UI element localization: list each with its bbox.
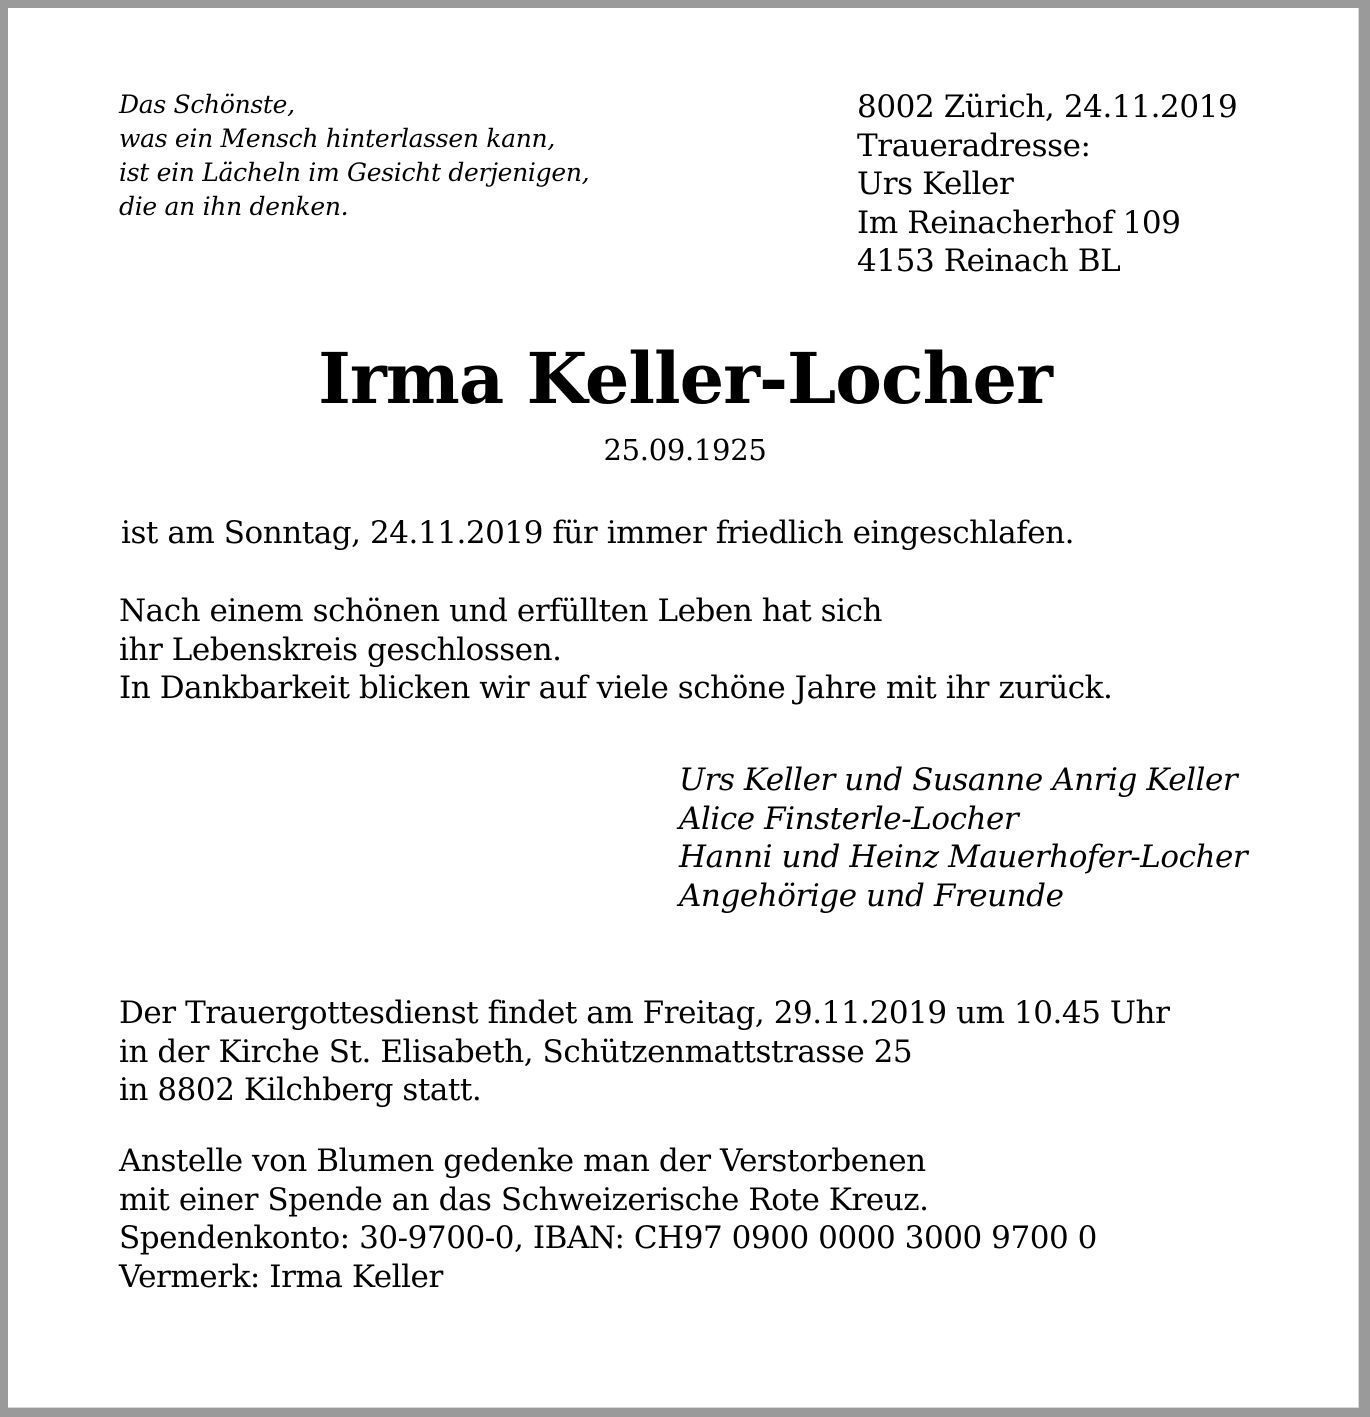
motto-line: Das Schönste, xyxy=(119,90,295,119)
motto-line: die an ihn denken. xyxy=(119,192,349,221)
obituary-card xyxy=(8,8,1359,1408)
address-heading: Traueradresse: xyxy=(857,127,1091,164)
life-paragraph xyxy=(119,592,1112,708)
service-line: Der Trauergottesdienst findet am Freitag, 29.11.2019 um 10.45 Uhr xyxy=(119,995,1170,1031)
motto-line: was ein Mensch hinterlassen kann, xyxy=(119,124,555,153)
address-city: 4153 Reinach BL xyxy=(857,243,1121,279)
life-line: Nach einem schönen und erfüllten Leben hat sich xyxy=(119,593,883,629)
donation-line: Anstelle von Blumen gedenke man der Verstorbenen xyxy=(119,1143,926,1179)
mourning-address xyxy=(857,88,1237,281)
life-line: ihr Lebenskreis geschlossen. xyxy=(119,631,562,668)
donation-info xyxy=(119,1142,1097,1296)
deceased-name: Irma Keller-Locher xyxy=(318,337,1052,420)
donation-line: mit einer Spende an das Schweizerische Rote Kreuz. xyxy=(119,1181,929,1218)
address-place-date: 8002 Zürich, 24.11.2019 xyxy=(857,89,1238,125)
mourners-list xyxy=(679,761,1247,915)
address-street: Im Reinacherhof 109 xyxy=(857,204,1181,241)
service-line: in 8802 Kilchberg statt. xyxy=(119,1072,482,1108)
motto-quote xyxy=(119,88,589,224)
service-line: in der Kirche St. Elisabeth, Schützenmattstrasse 25 xyxy=(119,1033,913,1070)
life-line: In Dankbarkeit blicken wir auf viele schöne Jahre mit ihr zurück. xyxy=(119,670,1113,706)
birth-date: 25.09.1925 xyxy=(603,433,767,467)
funeral-service-info xyxy=(119,994,1169,1110)
motto-line: ist ein Lächeln im Gesicht derjenigen, xyxy=(119,158,590,187)
address-name: Urs Keller xyxy=(857,166,1014,202)
mourner-line: Hanni und Heinz Mauerhofer-Locher xyxy=(679,839,1248,875)
donation-reference: Vermerk: Irma Keller xyxy=(119,1258,443,1295)
mourner-line: Angehörige und Freunde xyxy=(679,877,1064,914)
mourner-line: Urs Keller und Susanne Anrig Keller xyxy=(679,762,1238,798)
donation-account: Spendenkonto: 30-9700-0, IBAN: CH97 0900 0000 3000 9700 0 xyxy=(119,1220,1097,1256)
death-notice: ist am Sonntag, 24.11.2019 für immer friedlich eingeschlafen. xyxy=(121,515,1075,551)
mourner-line: Alice Finsterle-Locher xyxy=(679,800,1019,837)
